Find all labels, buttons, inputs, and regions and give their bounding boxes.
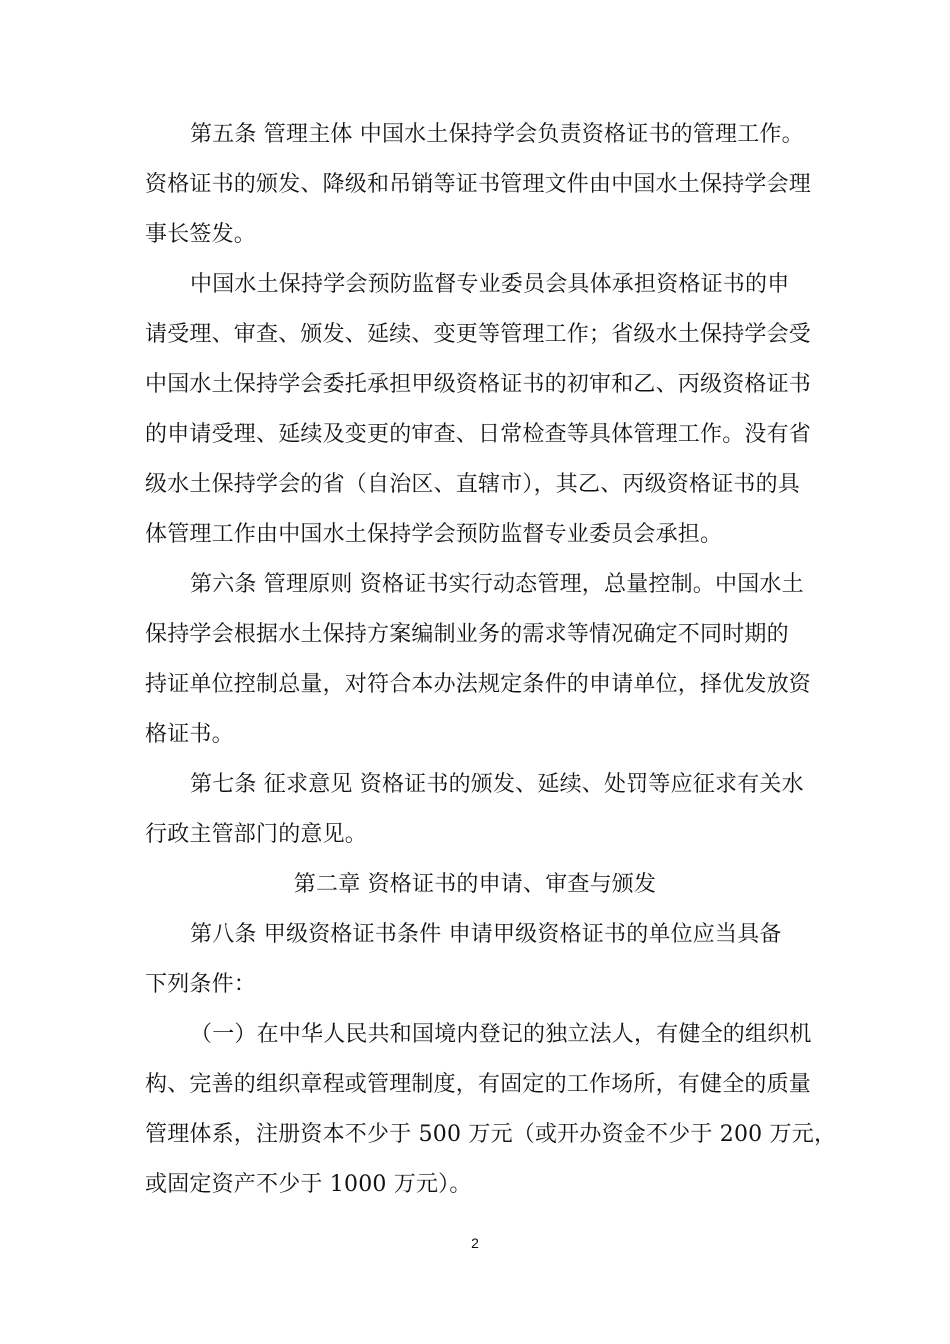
article-7-line-2: 行政主管部门的意见。 bbox=[145, 822, 368, 847]
article-5-line-2: 资格证书的颁发、降级和吊销等证书管理文件由中国水土保持学会理 bbox=[145, 172, 812, 197]
paragraph-line-5: 级水土保持学会的省（自治区、直辖市），其乙、丙级资格证书的具 bbox=[145, 472, 801, 497]
clause-1-line-2: 构、完善的组织章程或管理制度，有固定的工作场所，有健全的质量 bbox=[145, 1072, 812, 1097]
clause-1-line-4: 或固定资产不少于 1000 万元）。 bbox=[145, 1172, 472, 1197]
article-7-line-1: 第七条 征求意见 资格证书的颁发、延续、处罚等应征求有关水 bbox=[190, 772, 804, 797]
article-8-line-2: 下列条件： bbox=[145, 972, 257, 997]
article-5-line-1: 第五条 管理主体 中国水土保持学会负责资格证书的管理工作。 bbox=[190, 122, 804, 147]
paragraph-line-3: 中国水土保持学会委托承担甲级资格证书的初审和乙、丙级资格证书 bbox=[145, 372, 812, 397]
page-number: 2 bbox=[471, 1235, 479, 1251]
article-6-line-1: 第六条 管理原则 资格证书实行动态管理，总量控制。中国水土 bbox=[190, 572, 804, 597]
clause-1-line-3: 管理体系，注册资本不少于 500 万元（或开办资金不少于 200 万元， bbox=[145, 1122, 837, 1147]
chapter-heading: 第二章 资格证书的申请、审查与颁发 bbox=[293, 872, 657, 897]
article-6-line-2: 保持学会根据水土保持方案编制业务的需求等情况确定不同时期的 bbox=[145, 622, 789, 647]
article-8-line-1: 第八条 甲级资格证书条件 申请甲级资格证书的单位应当具备 bbox=[190, 922, 782, 947]
paragraph-line-4: 的申请受理、延续及变更的审查、日常检查等具体管理工作。没有省 bbox=[145, 422, 812, 447]
article-6-line-4: 格证书。 bbox=[145, 722, 234, 747]
article-5-line-3: 事长签发。 bbox=[145, 222, 257, 247]
clause-1-line-1: （一）在中华人民共和国境内登记的独立法人，有健全的组织机 bbox=[190, 1022, 812, 1047]
paragraph-line-1: 中国水土保持学会预防监督专业委员会具体承担资格证书的申 bbox=[190, 272, 790, 297]
article-6-line-3: 持证单位控制总量，对符合本办法规定条件的申请单位，择优发放资 bbox=[145, 672, 812, 697]
paragraph-line-6: 体管理工作由中国水土保持学会预防监督专业委员会承担。 bbox=[145, 522, 723, 547]
paragraph-line-2: 请受理、审查、颁发、延续、变更等管理工作；省级水土保持学会受 bbox=[145, 322, 812, 347]
